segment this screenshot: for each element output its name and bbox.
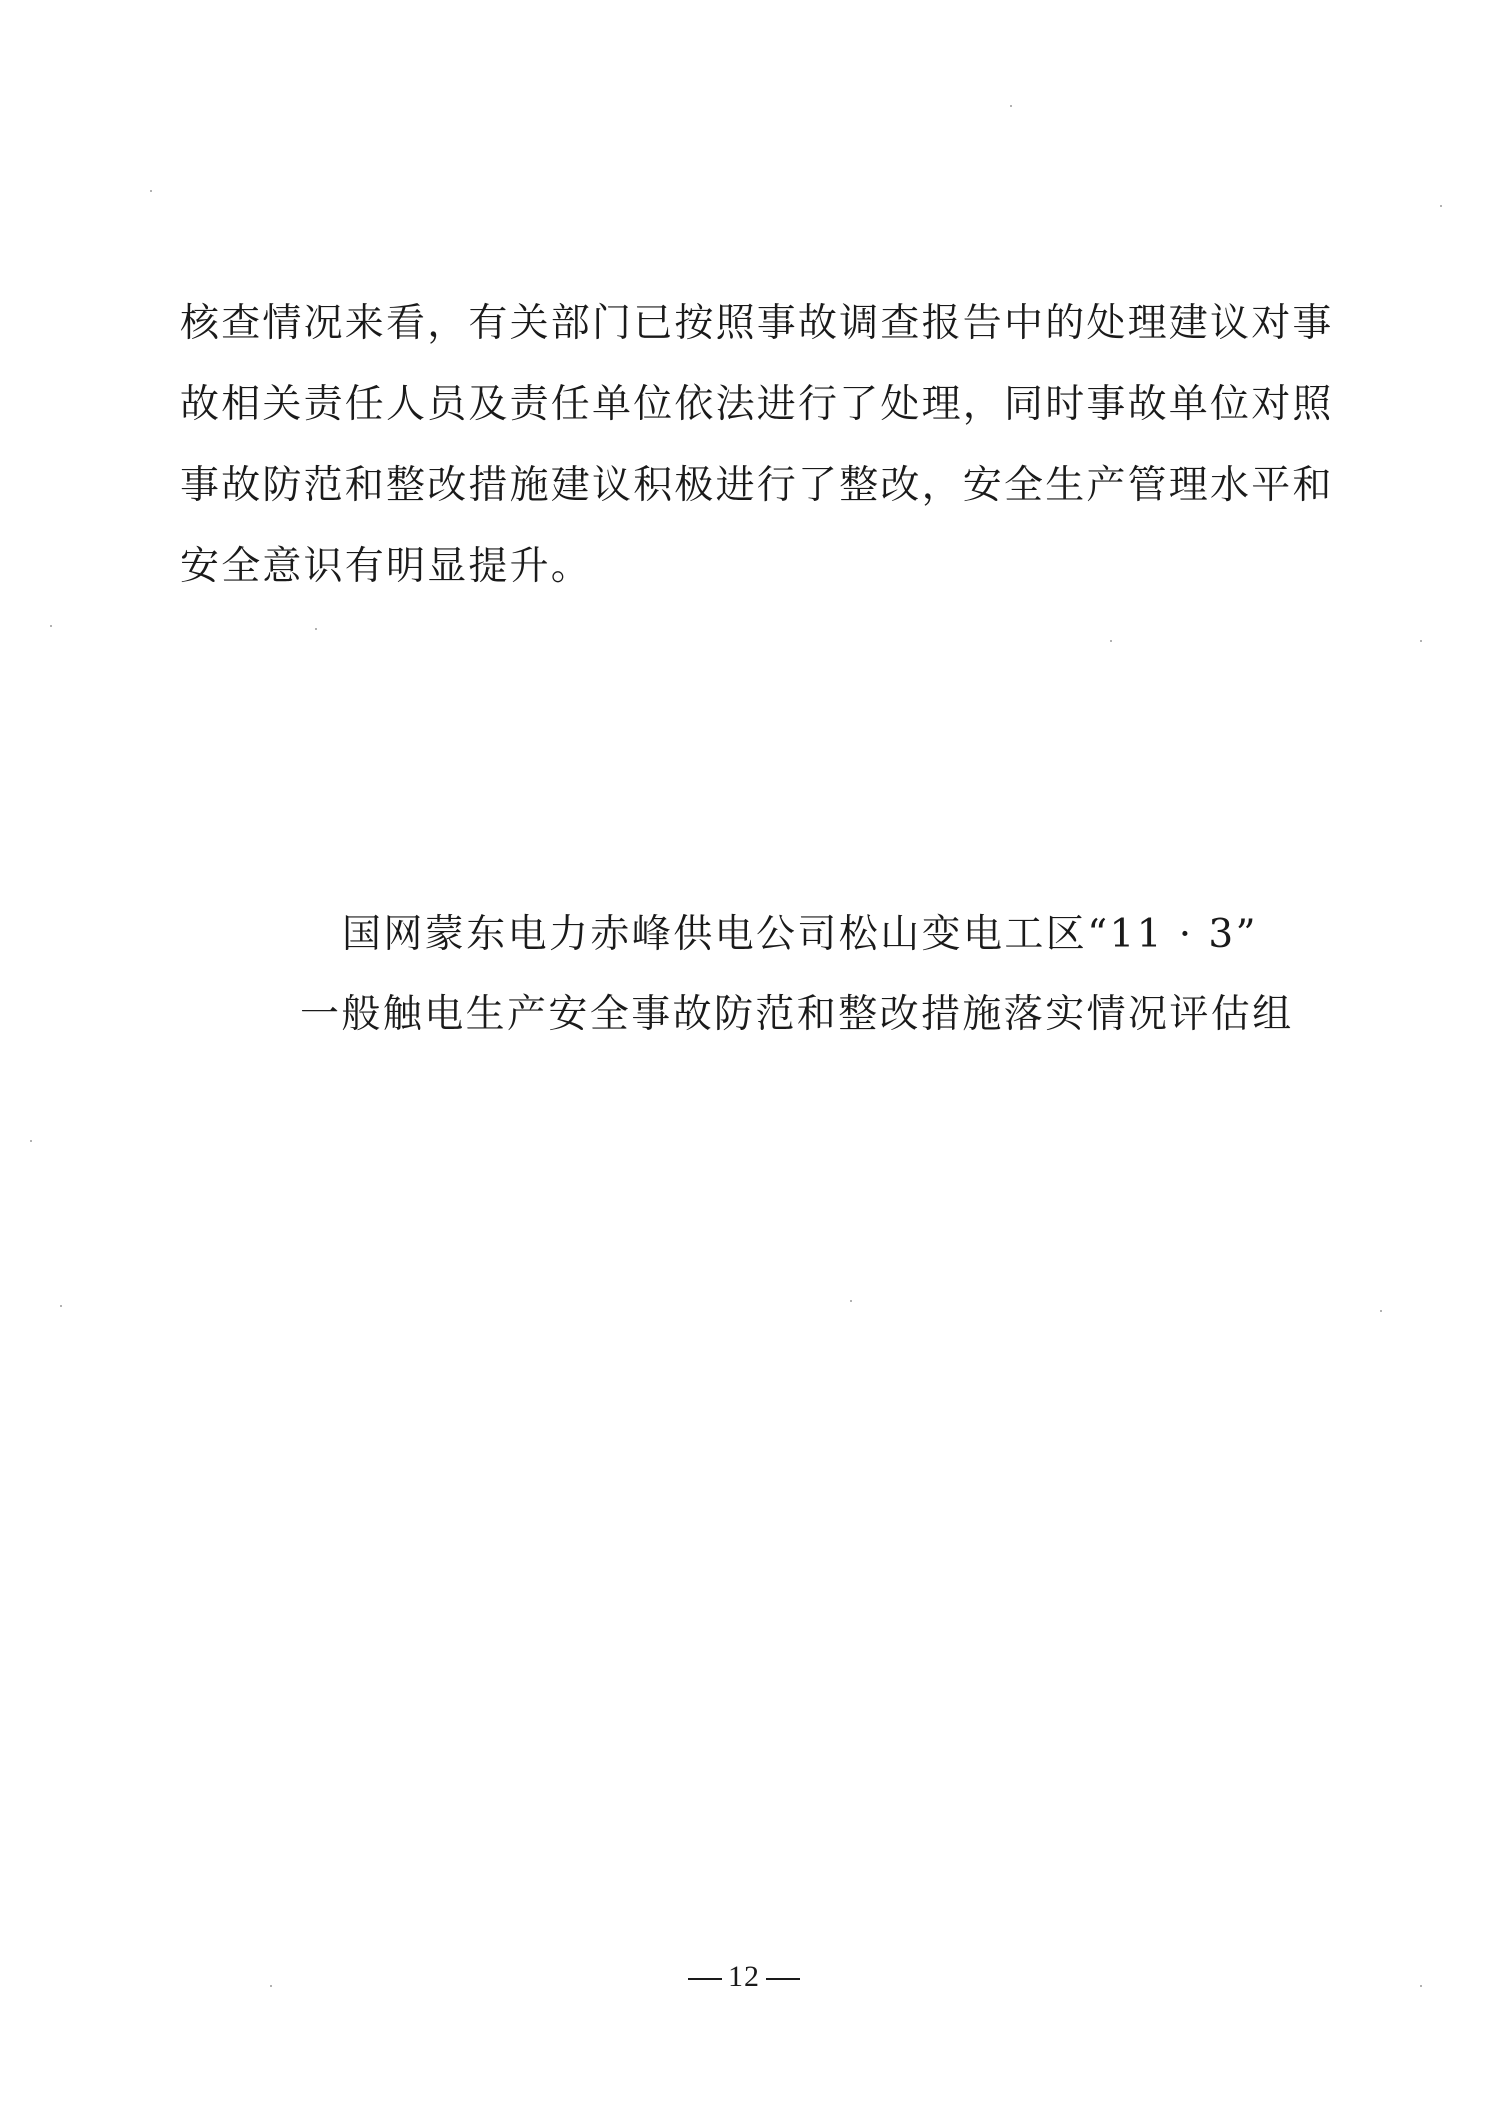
scan-speck bbox=[315, 628, 317, 630]
scan-speck bbox=[30, 1140, 32, 1142]
body-line: 安全意识有明显提升。 bbox=[180, 544, 593, 589]
scan-speck bbox=[60, 1305, 62, 1307]
page-number-value: 12 bbox=[728, 1960, 760, 1993]
scan-speck bbox=[1440, 205, 1442, 207]
scan-speck bbox=[850, 1300, 852, 1302]
scan-speck bbox=[1110, 640, 1112, 642]
signature-organization: 国网蒙东电力赤峰供电公司松山变电工区“11 · 3” bbox=[342, 912, 1258, 957]
body-line: 事故防范和整改措施建议积极进行了整改，安全生产管理水平和 bbox=[180, 463, 1334, 508]
scan-speck bbox=[50, 625, 52, 627]
page-number-dash-left bbox=[688, 1978, 722, 1980]
body-line: 核查情况来看，有关部门已按照事故调查报告中的处理建议对事 bbox=[180, 301, 1334, 346]
page-number-dash-right bbox=[766, 1978, 800, 1980]
body-line: 故相关责任人员及责任单位依法进行了处理，同时事故单位对照 bbox=[180, 382, 1334, 427]
scan-speck bbox=[1420, 640, 1422, 642]
page-number bbox=[0, 1960, 1488, 1994]
scan-speck bbox=[150, 190, 152, 192]
signature-group-name: 一般触电生产安全事故防范和整改措施落实情况评估组 bbox=[300, 992, 1294, 1037]
scan-speck bbox=[1010, 105, 1012, 107]
scan-speck bbox=[1380, 1310, 1382, 1312]
body-paragraph bbox=[180, 283, 1334, 607]
